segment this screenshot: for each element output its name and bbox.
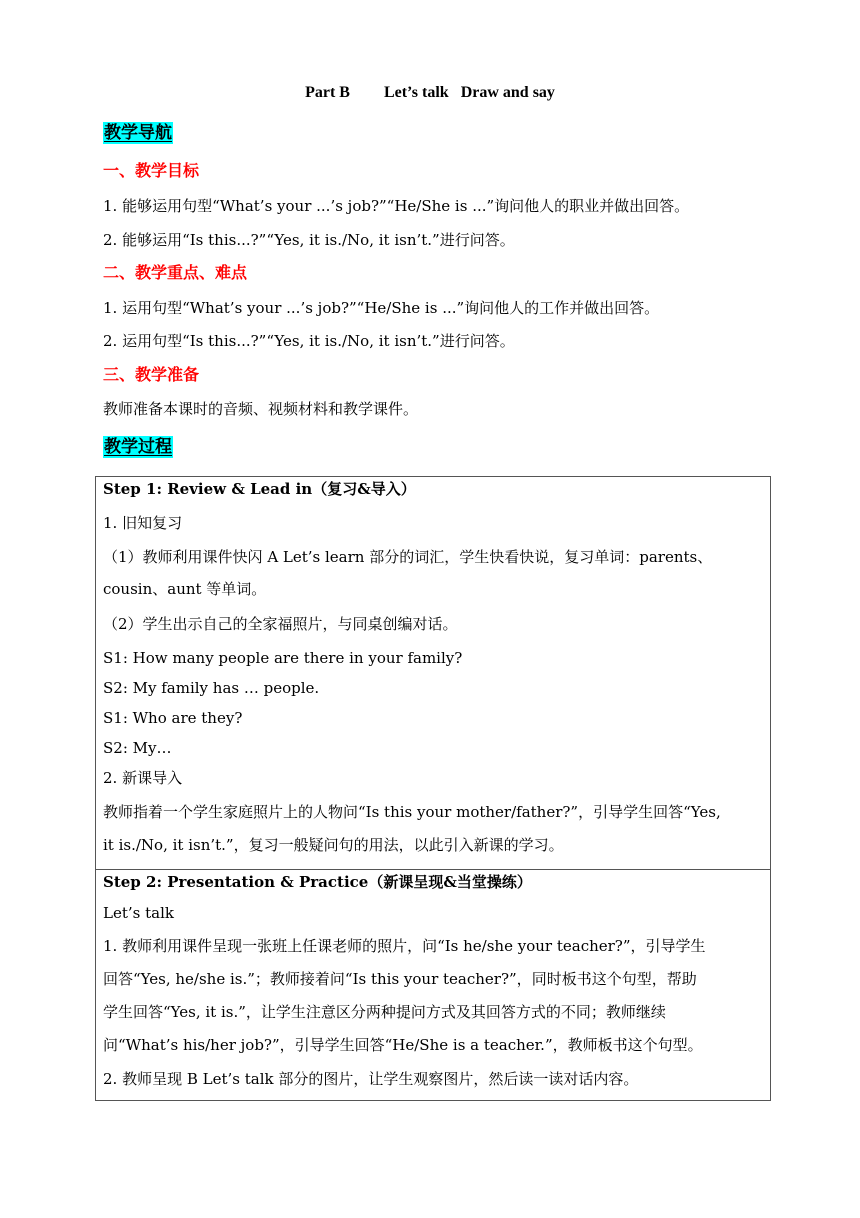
step1-line: S2: My family has … people.	[103, 679, 320, 697]
step1-line: S2: My…	[103, 739, 172, 757]
step1-heading: Step 1: Review & Lead in（复习&导入）	[103, 480, 416, 498]
goal-line-1: 1. 能够运用句型“What’s your ...’s job?”“He/She is ...”询问他人的职业并做出回答。	[103, 197, 690, 215]
goal-line-2: 2. 能够运用“Is this...?”“Yes, it is./No, it isn’t.”进行问答。	[103, 231, 515, 249]
step1-line: S1: How many people are there in your family?	[103, 649, 463, 667]
prep-heading: 三、教学准备	[103, 365, 200, 384]
key-line-1: 1. 运用句型“What’s your ...’s job?”“He/She is ...”询问他人的工作并做出回答。	[103, 299, 660, 317]
prep-line-1: 教师准备本课时的音频、视频材料和教学课件。	[103, 400, 419, 418]
nav-heading: 教学导航	[104, 123, 172, 143]
step1-line: S1: Who are they?	[103, 709, 243, 727]
step2-line: 1. 教师利用课件呈现一张班上任课老师的照片，问“Is he/she your teacher?”，引导学生	[103, 937, 706, 955]
step1-line: （2）学生出示自己的全家福照片，与同桌创编对话。	[103, 615, 458, 633]
step2-line: 2. 教师呈现 B Let’s talk 部分的图片，让学生观察图片，然后读一读对话内容。	[103, 1070, 639, 1088]
key-line-2: 2. 运用句型“Is this...?”“Yes, it is./No, it isn’t.”进行问答。	[103, 332, 515, 350]
step1-line: 1. 旧知复习	[103, 514, 183, 532]
title-talk: Let’s talk	[383, 84, 449, 101]
step1-line: cousin、aunt 等单词。	[103, 580, 267, 598]
step1-line: （1）教师利用课件快闪 A Let’s learn 部分的词汇，学生快看快说，复习单词：parents、	[103, 548, 713, 566]
key-heading: 二、教学重点、难点	[103, 263, 248, 282]
step1-line: 2. 新课导入	[103, 769, 183, 787]
page-title	[0, 84, 860, 102]
title-part: Part B	[305, 84, 350, 101]
step2-line: 学生回答“Yes, it is.”，让学生注意区分两种提问方式及其回答方式的不同；教师继续	[103, 1003, 666, 1021]
step2-line: Let’s talk	[103, 904, 174, 922]
step2-line: 回答“Yes, he/she is.”；教师接着问“Is this your teacher?”，同时板书这个句型，帮助	[103, 970, 697, 988]
step2-line: 问“What’s his/her job?”，引导学生回答“He/She is a teacher.”，教师板书这个句型。	[103, 1036, 703, 1054]
step2-heading: Step 2: Presentation & Practice（新课呈现&当堂操练）	[103, 873, 532, 891]
process-heading: 教学过程	[104, 437, 172, 457]
title-draw: Draw and say	[460, 84, 555, 101]
step1-line: it is./No, it isn’t.”，复习一般疑问句的用法，以此引入新课的学习。	[103, 836, 564, 854]
table-row-divider	[96, 869, 770, 870]
step1-line: 教师指着一个学生家庭照片上的人物问“Is this your mother/father?”，引导学生回答“Yes,	[103, 803, 721, 821]
process-table	[95, 476, 771, 1101]
goal-heading: 一、教学目标	[103, 161, 200, 180]
